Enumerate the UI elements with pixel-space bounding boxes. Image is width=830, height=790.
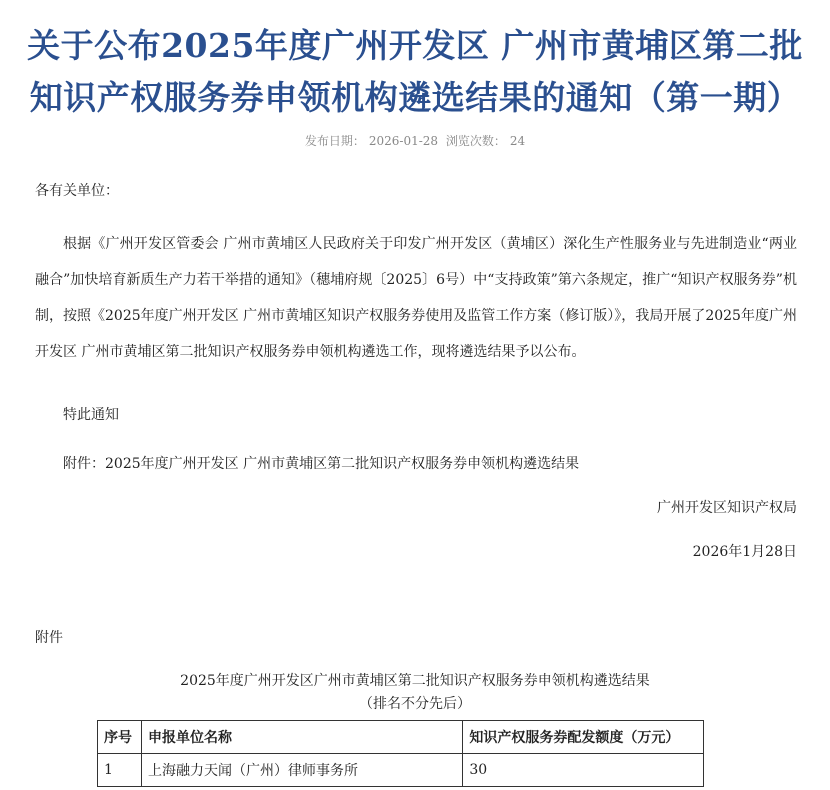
publish-date-label: 发布日期： — [304, 134, 365, 148]
publish-meta — [0, 132, 830, 149]
notice-line: 特此通知 — [63, 407, 119, 423]
cell-quota: 30 — [463, 754, 704, 787]
appendix-title: 2025年度广州开发区广州市黄埔区第二批知识产权服务券申领机构遴选结果 — [180, 673, 650, 689]
issuing-office: 广州开发区知识产权局 — [657, 500, 797, 516]
appendix-subtitle: （排名不分先后） — [359, 696, 471, 712]
header-quota: 知识产权服务券配发额度（万元） — [463, 721, 704, 754]
page-title: 关于公布2025年度广州开发区 广州市黄埔区第二批知识产权服务券申领机构遴选结果的通知（第一期） — [27, 26, 803, 117]
publish-date: 2026-01-28 — [368, 134, 439, 148]
body-paragraph: 根据《广州开发区管委会 广州市黄埔区人民政府关于印发广州开发区（黄埔区）深化生产性服务业与先进制造业“两业融合”加快培育新质生产力若干举措的通知》（穗埔府规〔2025〕6号）中“支持政策”第六条规定，推广“知识产权服务券”机制，按照《2025年度广州开发区 广州市黄埔区知识产权服务券使用及监管工作方案（修订版）》，我局开展了2025年度广州开发区 广州市黄埔区第二批知识产权服务券申领机构遴选工作，现将遴选结果予以公布。 — [35, 236, 797, 360]
header-index: 序号 — [98, 721, 142, 754]
table-row — [98, 754, 704, 787]
salutation: 各有关单位： — [35, 183, 119, 199]
issue-date: 2026年1月28日 — [692, 544, 797, 560]
cell-applicant: 上海融力天闻（广州）律师事务所 — [141, 754, 462, 787]
table-header-row — [98, 721, 704, 754]
results-table — [97, 720, 704, 787]
view-count: 24 — [509, 134, 526, 148]
cell-index: 1 — [98, 754, 142, 787]
attachment-line: 附件：2025年度广州开发区 广州市黄埔区第二批知识产权服务券申领机构遴选结果 — [63, 456, 580, 472]
header-applicant: 申报单位名称 — [141, 721, 462, 754]
appendix-label: 附件 — [35, 630, 63, 646]
view-count-label: 浏览次数： — [445, 134, 506, 148]
